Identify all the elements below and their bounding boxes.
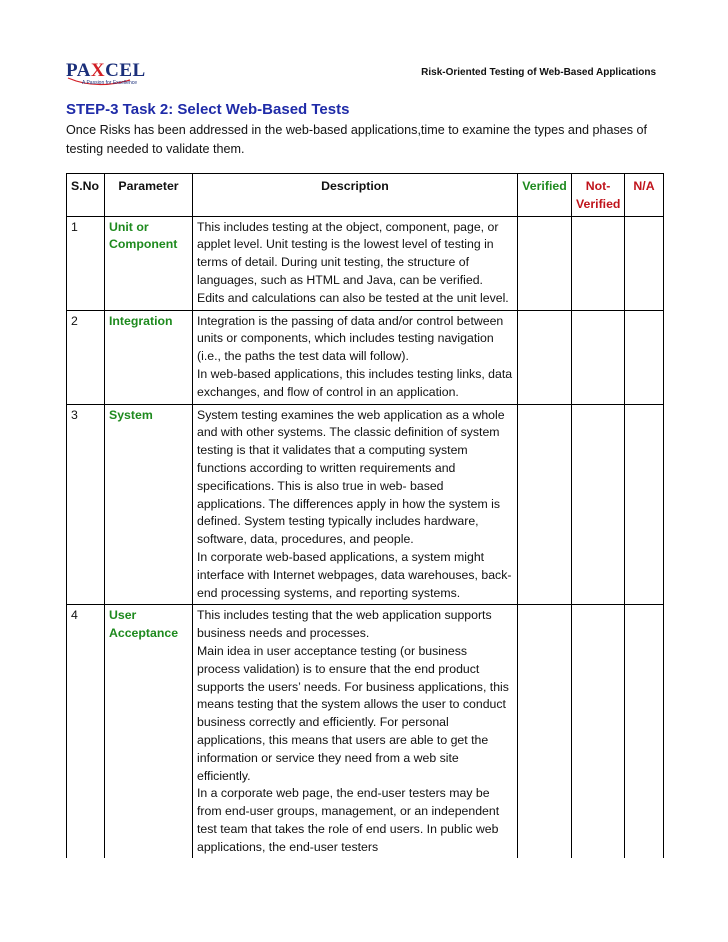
row-parameter: Unit or Component: [105, 216, 193, 310]
column-header-sno: S.No: [67, 174, 105, 217]
logo-wordmark: PAXCEL: [66, 60, 146, 81]
row-description: [193, 216, 518, 310]
row-sno: 3: [67, 404, 105, 605]
row-sno: 4: [67, 605, 105, 859]
column-header-description: Description: [193, 174, 518, 217]
description-paragraph: System testing examines the web application as a whole and with other systems. The classic definition of system testing is that it validates that a computing system functions according to written requirements and specifications. This is also true in web- based applications. The differences apply in how the system is defined. System testing typically includes hardware, software, data, procedures, and people.: [197, 407, 505, 547]
row-description: [193, 605, 518, 859]
column-header-verified: Verified: [518, 174, 572, 217]
row-parameter: User Acceptance: [105, 605, 193, 859]
verified-cell: [518, 404, 572, 605]
verified-cell: [518, 310, 572, 404]
intro-paragraph: Once Risks has been addressed in the web-based applications,time to examine the types and phases of testing needed to validate them.: [66, 123, 648, 156]
description-paragraph: This includes testing at the object, component, page, or applet level. Unit testing is the lowest level of testing in terms of detail. During unit testing, the structure of languages, such as HTML and Java, can be verified. Edits and calculations can also be tested at the unit level.: [197, 219, 509, 305]
description-paragraph: In corporate web-based applications, a system might interface with Internet webpages, data warehouses, back-end processing systems, and reporting systems.: [197, 549, 512, 600]
document-header-title: Risk-Oriented Testing of Web-Based Applications: [421, 67, 656, 78]
row-parameter: System: [105, 404, 193, 605]
not-verified-cell: [572, 310, 625, 404]
table-header-row: [67, 174, 664, 217]
column-header-na: N/A: [625, 174, 664, 217]
not-verified-cell: [572, 404, 625, 605]
logo-tagline: A Passion for Excellence: [82, 80, 138, 86]
description-paragraph: In a corporate web page, the end-user testers may be from end-user groups, management, or an independent test team that takes the role of end users. In public web applications, the end-user testers: [197, 786, 500, 854]
table-row: [67, 404, 664, 605]
web-tests-table: [66, 173, 664, 858]
na-cell: [625, 310, 664, 404]
table-row: [67, 310, 664, 404]
row-description: [193, 310, 518, 404]
description-paragraph: In web-based applications, this includes testing links, data exchanges, and flow of control in an application.: [197, 366, 513, 399]
description-paragraph: This includes testing that the web application supports business needs and processes.: [197, 608, 492, 641]
not-verified-cell: [572, 216, 625, 310]
table-row: [67, 216, 664, 310]
table-row: [67, 605, 664, 859]
description-paragraph: Main idea in user acceptance testing (or business process validation) is to ensure that the end product supports the users’ needs. For business applications, this means testing that the system allows the user to conduct business correctly and efficiently. For personal applications, this means that users are able to get the information or service they need from a web site efficiently.: [197, 643, 509, 783]
na-cell: [625, 216, 664, 310]
column-header-not-verified: Not-Verified: [572, 174, 625, 217]
na-cell: [625, 404, 664, 605]
section-heading: STEP-3 Task 2: Select Web-Based Tests: [66, 101, 350, 118]
not-verified-cell: [572, 605, 625, 859]
row-sno: 1: [67, 216, 105, 310]
paxcel-logo: [66, 60, 146, 90]
row-parameter: Integration: [105, 310, 193, 404]
row-description: [193, 404, 518, 605]
verified-cell: [518, 605, 572, 859]
row-sno: 2: [67, 310, 105, 404]
column-header-parameter: Parameter: [105, 174, 193, 217]
description-paragraph: Integration is the passing of data and/or control between units or components, which includes testing navigation (i.e., the paths the test data will follow).: [197, 313, 504, 364]
na-cell: [625, 605, 664, 859]
verified-cell: [518, 216, 572, 310]
